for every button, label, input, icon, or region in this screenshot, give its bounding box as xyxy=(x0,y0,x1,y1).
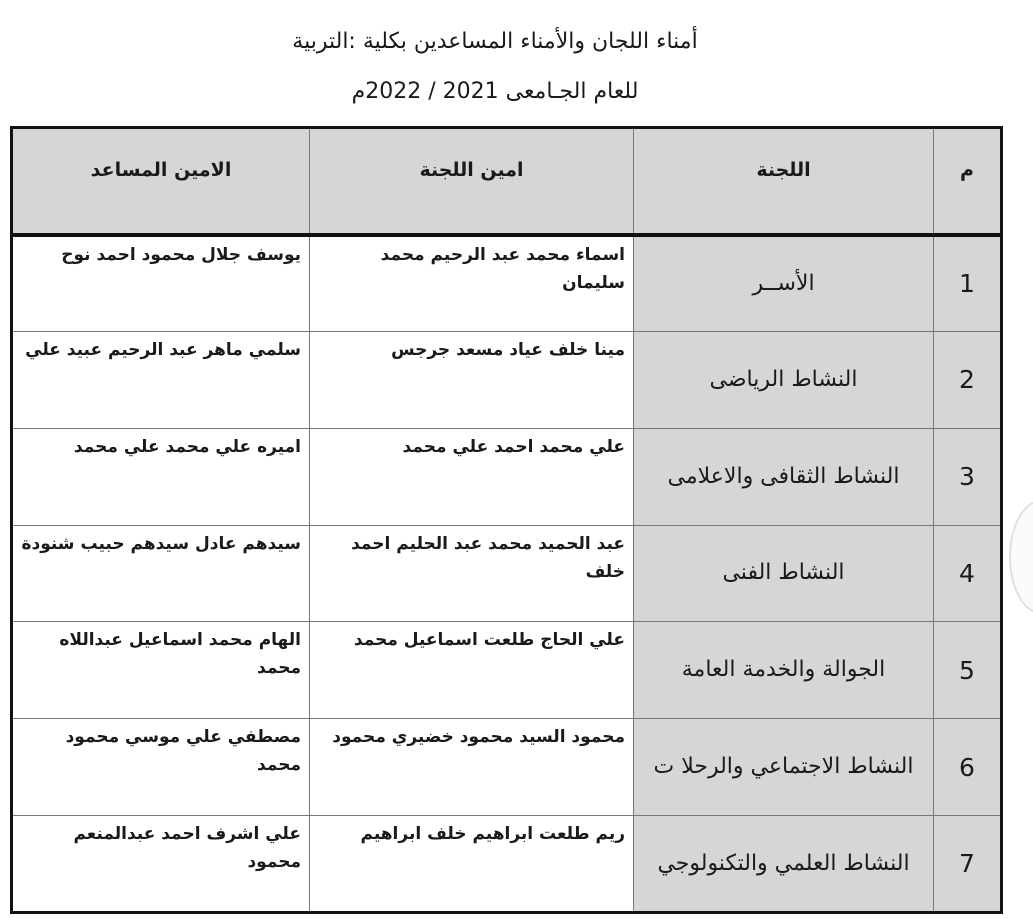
assistant-name: اميره علي محمد علي محمد xyxy=(12,428,310,525)
header-secretary: امين اللجنة xyxy=(310,128,634,235)
header-assistant: الامين المساعد xyxy=(12,128,310,235)
header-num: م xyxy=(934,128,1002,235)
secretary-name: علي الحاج طلعت اسماعيل محمد xyxy=(310,622,634,719)
academic-year: للعام الجـامعى 2021 / 2022م xyxy=(351,79,639,104)
secretary-name: ريم طلعت ابراهيم خلف ابراهيم xyxy=(310,816,634,913)
assistant-name: يوسف جلال محمود احمد نوح xyxy=(12,235,310,332)
assistant-name: علي اشرف احمد عبدالمنعم محمود xyxy=(12,816,310,913)
header-committee: اللجنة xyxy=(634,128,934,235)
table-row xyxy=(12,428,1002,525)
secretary-name: علي محمد احمد علي محمد xyxy=(310,428,634,525)
committee-name: النشاط العلمي والتكنولوجي xyxy=(634,816,934,913)
table-row xyxy=(12,622,1002,719)
row-number: 3 xyxy=(934,428,1002,525)
assistant-name: الهام محمد اسماعيل عبداللاه محمد xyxy=(12,622,310,719)
table-row xyxy=(12,719,1002,816)
assistant-name: سيدهم عادل سيدهم حبيب شنودة xyxy=(12,525,310,622)
table-row xyxy=(12,331,1002,428)
secretary-name: محمود السيد محمود خضيري محمود xyxy=(310,719,634,816)
row-number: 1 xyxy=(934,235,1002,332)
row-number: 7 xyxy=(934,816,1002,913)
committee-name: النشاط الفنى xyxy=(634,525,934,622)
committee-name: الجوالة والخدمة العامة xyxy=(634,622,934,719)
row-number: 4 xyxy=(934,525,1002,622)
committee-name: النشاط الثقافى والاعلامى xyxy=(634,428,934,525)
row-number: 2 xyxy=(934,331,1002,428)
assistant-name: مصطفي علي موسي محمود محمد xyxy=(12,719,310,816)
secretary-name: اسماء محمد عبد الرحيم محمد سليمان xyxy=(310,235,634,332)
page-edge-shadow xyxy=(1009,500,1033,614)
committee-name: النشاط الاجتماعي والرحلا ت xyxy=(634,719,934,816)
secretary-name: مينا خلف عياد مسعد جرجس xyxy=(310,331,634,428)
assistant-name: سلمي ماهر عبد الرحيم عبيد علي xyxy=(12,331,310,428)
document-title: أمناء اللجان والأمناء المساعدين بكلية :التربية xyxy=(292,29,698,54)
committee-name: النشاط الرياضى xyxy=(634,331,934,428)
secretary-name: عبد الحميد محمد عبد الحليم احمد خلف xyxy=(310,525,634,622)
row-number: 5 xyxy=(934,622,1002,719)
committee-name: الأســر xyxy=(634,235,934,332)
table-row xyxy=(12,235,1002,332)
table-row xyxy=(12,816,1002,913)
row-number: 6 xyxy=(934,719,1002,816)
committees-table xyxy=(10,126,1003,914)
table-row xyxy=(12,525,1002,622)
table-header-row xyxy=(12,128,1002,235)
